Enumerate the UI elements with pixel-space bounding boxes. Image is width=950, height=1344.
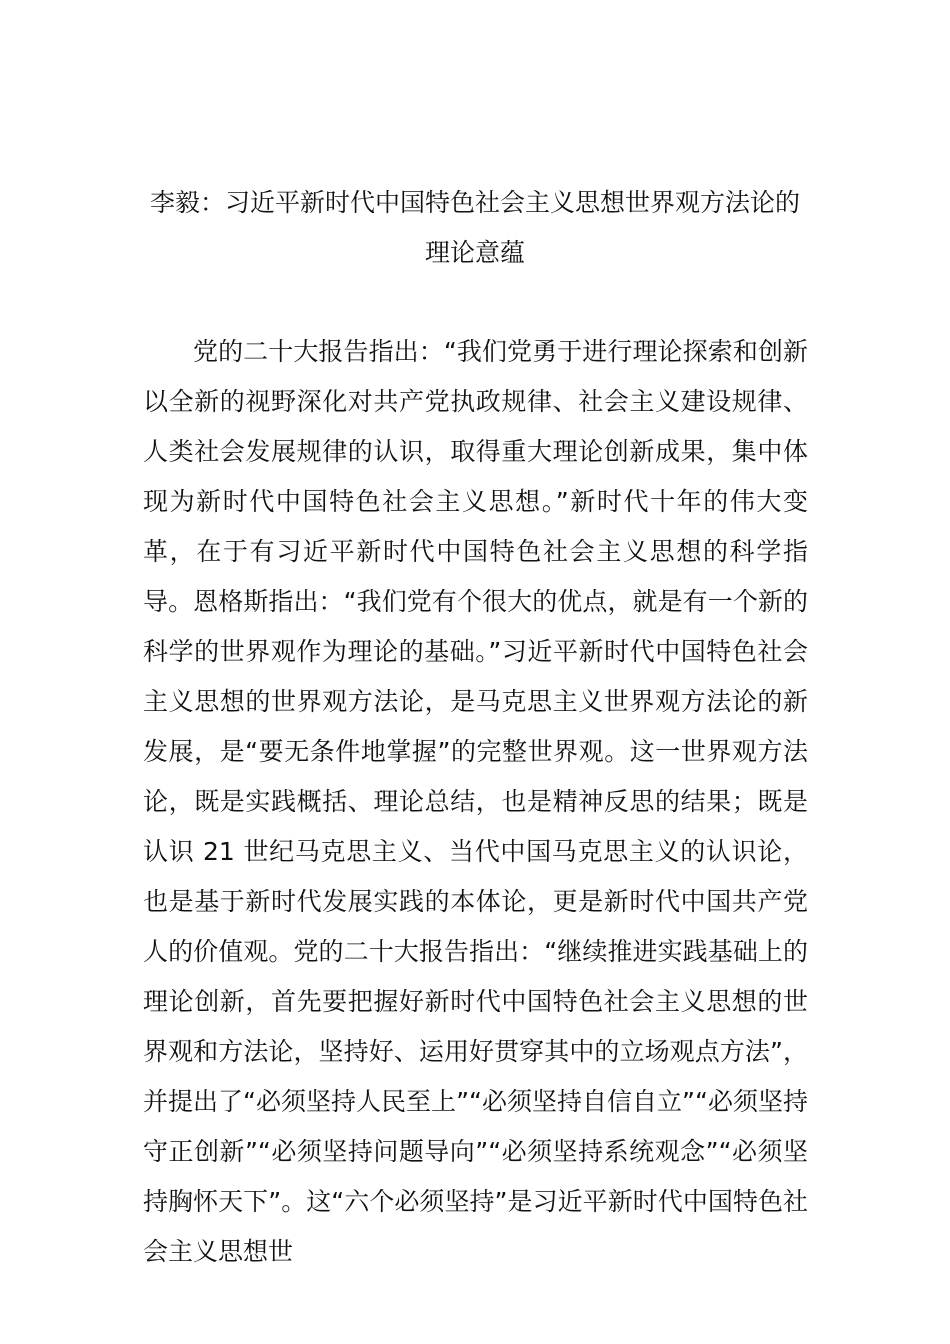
document-title: 李毅：习近平新时代中国特色社会主义思想世界观方法论的理论意蕴 [149, 188, 800, 267]
body-paragraph: 党的二十大报告指出：“我们党勇于进行理论探索和创新以全新的视野深化对共产党执政规律、社会主义建设规律、人类社会发展规律的认识，取得重大理论创新成果，集中体现为新时代中国特色社会主义思想。”新时代十年的伟大变革，在于有习近平新时代中国特色社会主义思想的科学指导。恩格斯指出：“我们党有个很大的优点，就是有一个新的科学的世界观作为理论的基础。”习近平新时代中国特色社会主义思想的世界观方法论，是马克思主义世界观方法论的新发展，是“要无条件地掌握”的完整世界观。这一世界观方法论，既是实践概括、理论总结，也是精神反思的结果；既是认识 21 世纪马克思主义、当代中国马克思主义的认识论，也是基于新时代发展实践的本体论，更是新时代中国共产党人的价值观。党的二十大报告指出：“继续推进实践基础上的理论创新，首先要把握好新时代中国特色社会主义思想的世界观和方法论，坚持好、运用好贯穿其中的立场观点方法”，并提出了“必须坚持人民至上”“必须坚持自信自立”“必须坚持守正创新”“必须坚持问题导向”“必须坚持系统观念”“必须坚持胸怀天下”。这“六个必须坚持”是习近平新时代中国特色社会主义思想世 [143, 337, 808, 1266]
